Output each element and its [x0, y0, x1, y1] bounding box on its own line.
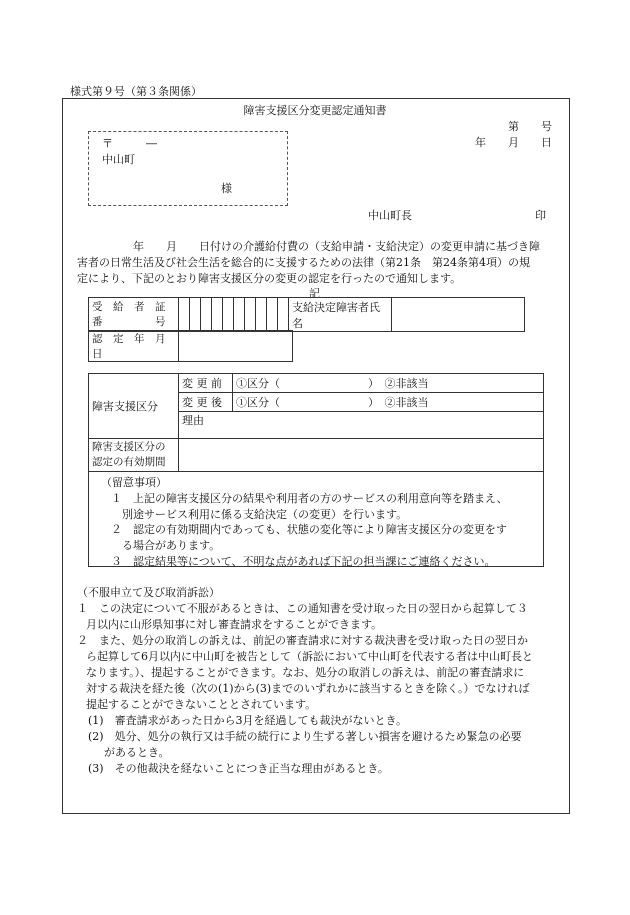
recipient-no-digit	[234, 298, 245, 332]
validity-label: 障害支援区分の 認定の有効期間	[89, 439, 179, 472]
note-2a: ２ 認定の有効期間内であっても、状態の変化等により障害支援区分の変更をす	[111, 523, 507, 536]
appeal-p2a: ２ また、処分の取消しの訴えは、前記の審査請求に対する裁決書を受け取った日の翌日か	[77, 634, 528, 647]
recipient-name-label: 支給決定障害者氏名	[289, 298, 392, 332]
category-table	[88, 373, 544, 472]
after-value: ①区分（ ） ②非該当	[233, 393, 544, 412]
recipient-no-digit	[278, 298, 289, 332]
address-town: 中山町	[102, 153, 135, 166]
body-line-2: 害者の日常生活及び社会生活を総合的に支援するための法律（第21条 第24条第4項）の規	[77, 256, 530, 269]
issuer-name: 中山町長	[368, 209, 412, 222]
appeal-heading: （不服申立て及び取消訴訟）	[77, 586, 220, 599]
note-1a: １ 上記の障害支援区分の結果や利用者の方のサービスの利用意向等を踏まえ、	[111, 492, 508, 505]
postal-code: 〒 ―	[102, 137, 157, 150]
appeal-p2d: 対する裁決を経た後（次の(1)から(3)までのいずれかに該当するときを除く。）でなければ	[86, 682, 530, 695]
recipient-no-digit	[223, 298, 234, 332]
recipient-no-digit	[256, 298, 267, 332]
body-line-3: 定により、下記のとおり障害支援区分の変更の認定を行ったので通知します。	[77, 272, 462, 285]
appeal-p2e: 提起することができないこととされています。	[86, 698, 317, 711]
note-3: ３ 認定結果等について、不明な点があれば下記の担当課にご連絡ください。	[111, 555, 496, 568]
after-label: 変 更 後	[179, 393, 233, 412]
cert-date-value	[179, 331, 293, 362]
appeal-item-2a: (2) 処分、処分の執行又は手続の続行により生ずる著しい損害を避けるため緊急の必要	[88, 730, 522, 743]
recipient-no-digit	[267, 298, 278, 332]
reason-cell: 理由	[179, 412, 544, 439]
validity-value	[179, 439, 544, 472]
notes-heading: （留意事項）	[101, 476, 167, 489]
address-sama: 様	[221, 182, 232, 195]
appeal-p2c: なります。）、提起することができます。なお、処分の取消しの訴えは、前記の審査請求に	[86, 666, 525, 679]
recipient-no-digit	[190, 298, 201, 332]
seal-mark: 印	[535, 209, 546, 222]
recipient-no-digit	[212, 298, 223, 332]
document-title: 障害支援区分変更認定通知書	[243, 104, 387, 117]
note-1b: 別途サービス利用に係る支給決定（の変更）を行います。	[122, 508, 408, 521]
recipient-no-digit	[179, 298, 190, 332]
recipient-no-digit	[201, 298, 212, 332]
recipient-no-digit	[245, 298, 256, 332]
cert-date-label: 認 定 年 月 日	[89, 331, 179, 362]
recipient-name-value	[392, 298, 525, 332]
recipient-table	[88, 297, 525, 332]
cert-date-table	[88, 330, 293, 362]
body-line-1: 年 月 日付けの介護給付費の（支給申請・支給決定）の変更申請に基づき障	[133, 240, 540, 253]
before-label: 変 更 前	[179, 374, 233, 393]
document-date: 年 月 日	[475, 136, 552, 149]
appeal-p2b: ら起算して6月以内に中山町を被告として（訴訟において中山町を代表する者は中山町長と	[86, 650, 533, 663]
appeal-p1a: １ この決定について不服があるときは、この通知書を受け取った日の翌日から起算して３	[77, 602, 528, 615]
appeal-item-3: (3) その他裁決を経ないことにつき正当な理由があるとき。	[88, 762, 389, 775]
ki-mark: 記	[309, 287, 320, 300]
appeal-item-1: (1) 審査請求があった日から3月を経過しても裁決がないとき。	[88, 714, 408, 727]
before-value: ①区分（ ） ②非該当	[233, 374, 544, 393]
document-number: 第 号	[508, 120, 552, 133]
appeal-item-2b: があるとき。	[104, 746, 170, 759]
category-label: 障害支援区分	[89, 374, 179, 439]
form-label: 様式第９号（第３条関係）	[70, 85, 202, 98]
appeal-p1b: 月以内に山形県知事に対し審査請求をすることができます。	[86, 618, 383, 631]
recipient-no-label: 受 給 者 証 番 号	[89, 298, 179, 332]
note-2b: る場合があります。	[122, 539, 221, 552]
